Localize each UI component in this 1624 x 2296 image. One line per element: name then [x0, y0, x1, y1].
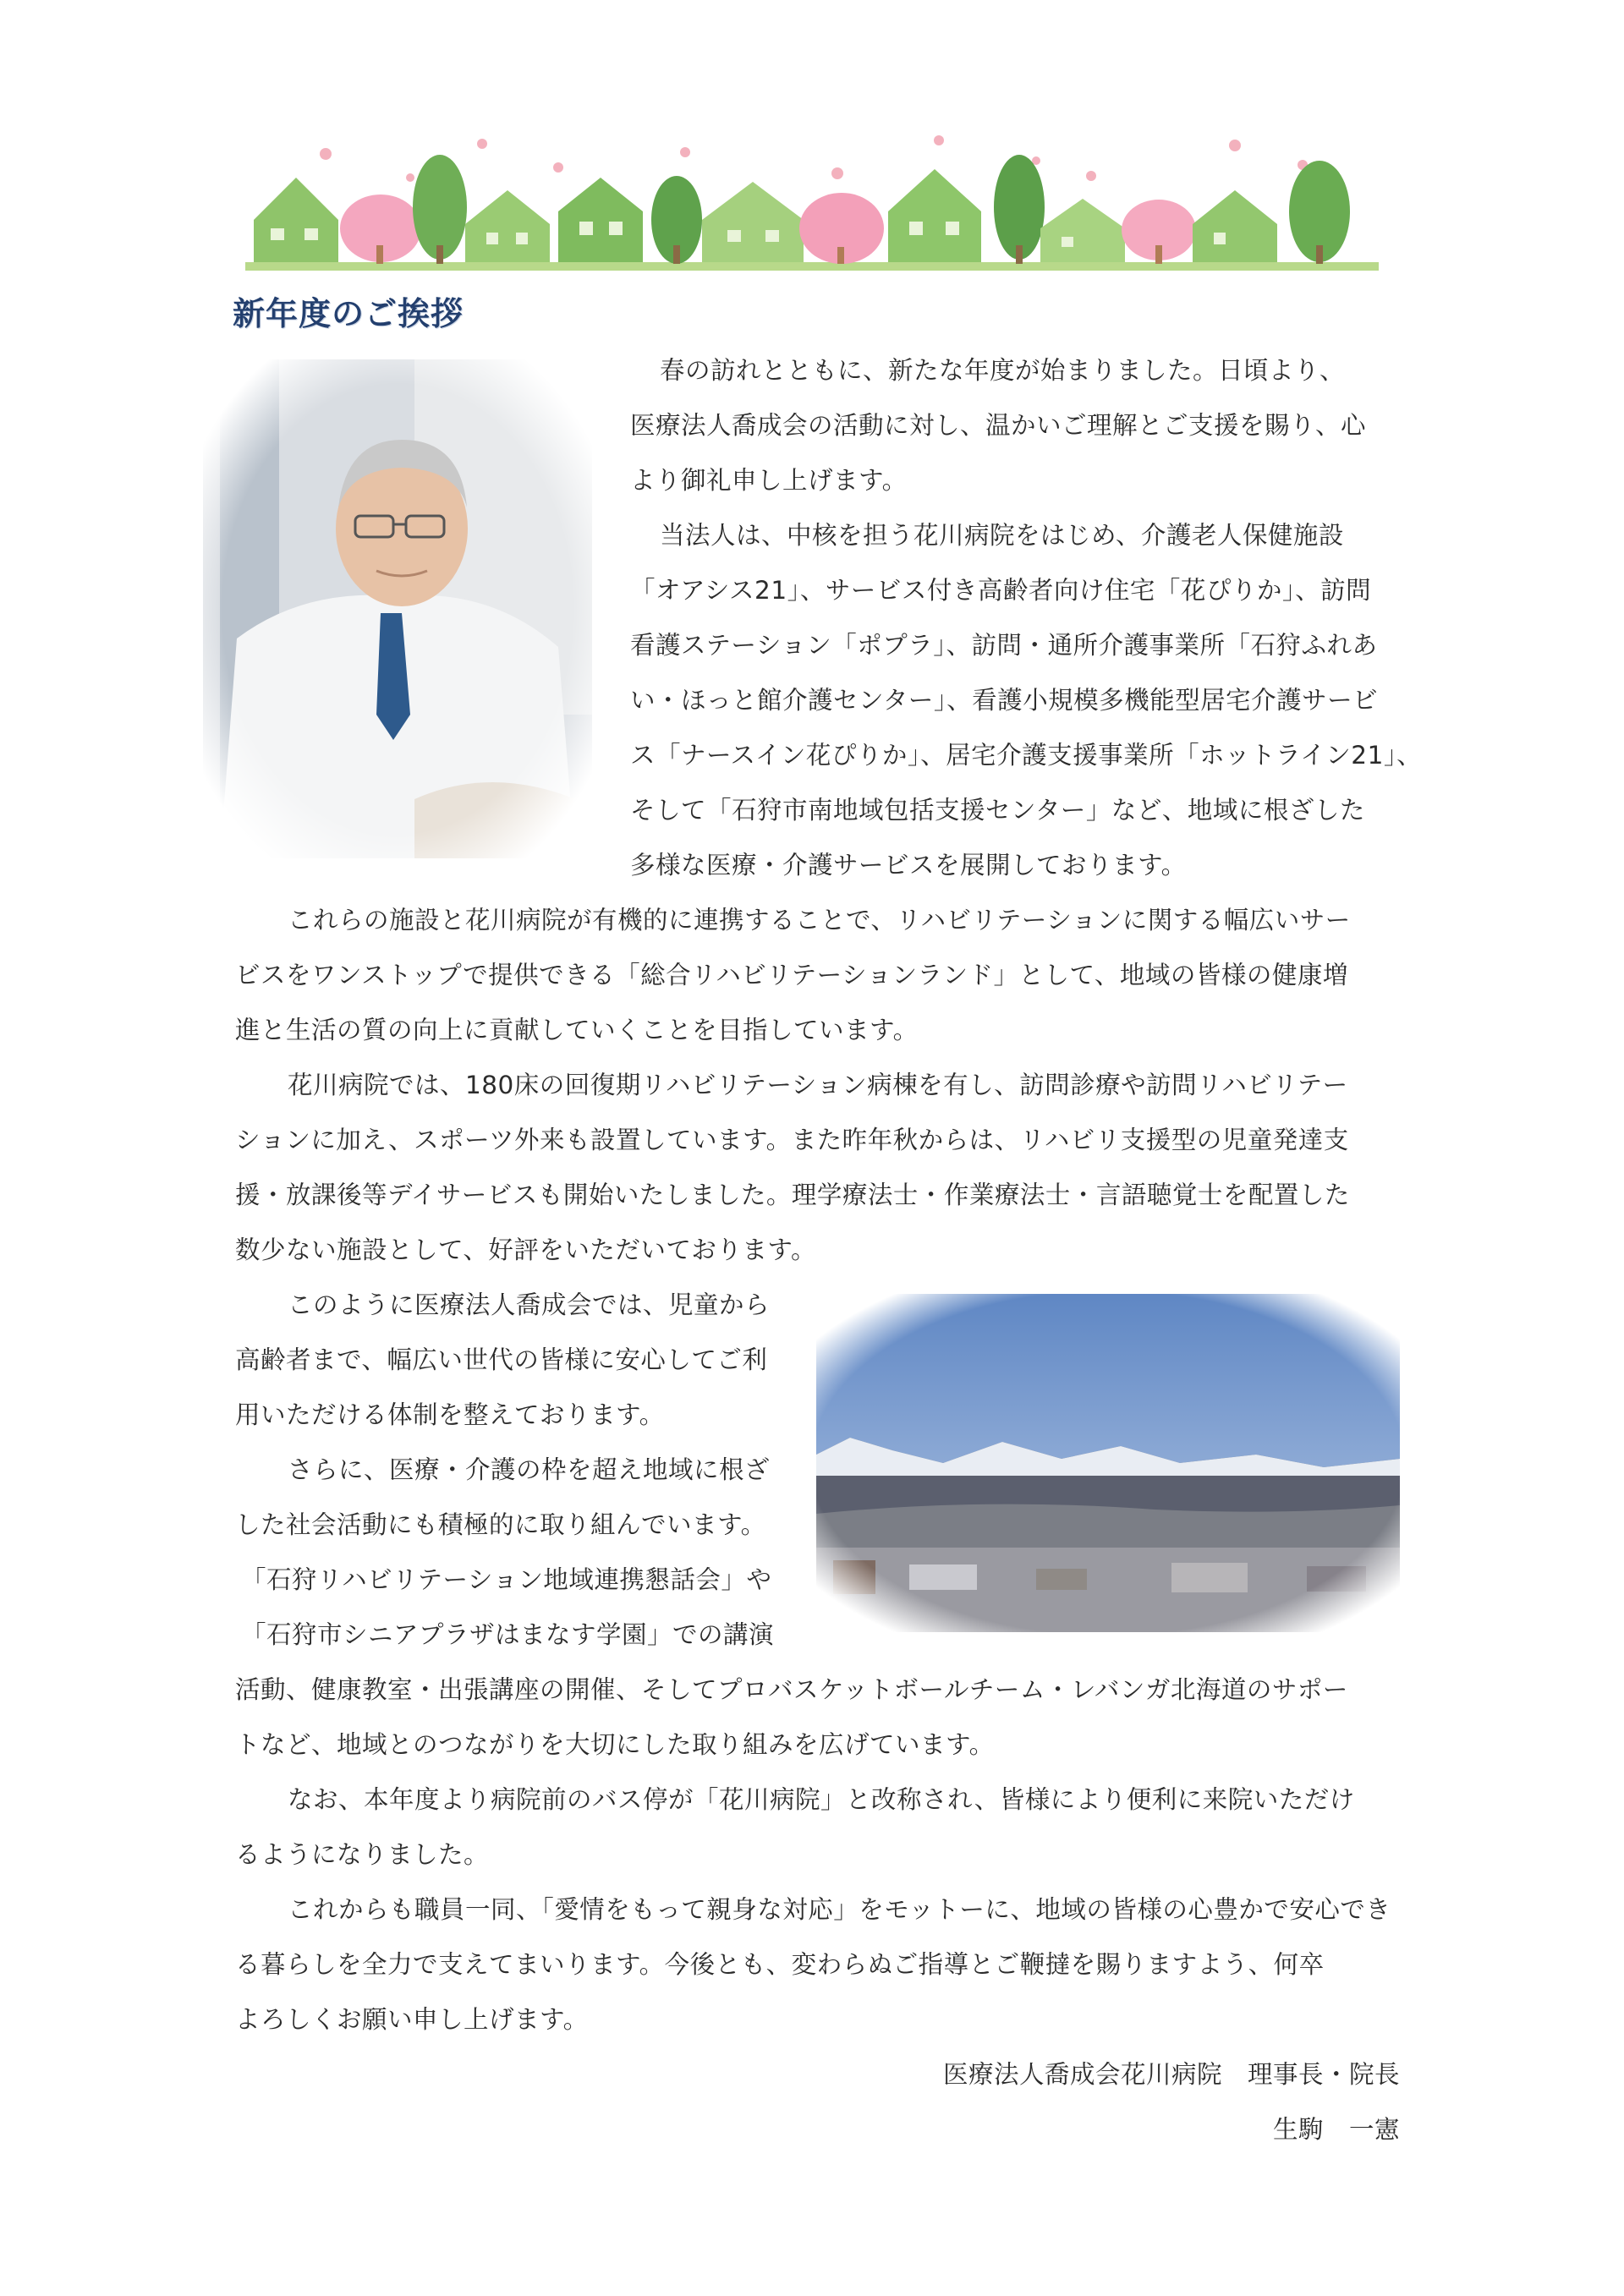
paragraph-line: より御礼申し上げます。 [630, 466, 908, 495]
paragraph-line: 花川病院では、180床の回復期リハビリテーション病棟を有し、訪問診療や訪問リハビリテー [288, 1071, 1348, 1099]
paragraph-line: 用いただける体制を整えております。 [235, 1400, 665, 1429]
paragraph-line: これらの施設と花川病院が有機的に連携することで、リハビリテーションに関する幅広いサー [288, 906, 1351, 934]
paragraph-line: 「石狩市シニアプラザはまなす学園」での講演 [241, 1620, 775, 1649]
town-banner-illustration [245, 127, 1379, 271]
paragraph-line: 数少ない施設として、好評をいただいております。 [235, 1236, 817, 1264]
paragraph-line: ビスをワンストップで提供できる「総合リハビリテーションランド」として、地域の皆様の健康増 [235, 961, 1348, 989]
mountain-landscape-photo [816, 1294, 1400, 1632]
paragraph-line: よろしくお願い申し上げます。 [235, 2005, 589, 2034]
paragraph-line: 春の訪れとともに、新たな年度が始まりました。日頃より、 [660, 356, 1346, 385]
paragraph-line: 多様な医療・介護サービスを展開しております。 [630, 851, 1187, 879]
paragraph-line: 看護ステーション「ポプラ」、訪問・通所介護事業所「石狩ふれあ [630, 631, 1378, 660]
page-title: 新年度のご挨拶 [233, 295, 464, 332]
paragraph-line: 「石狩リハビリテーション地域連携懇話会」や [241, 1565, 772, 1594]
paragraph-line: このように医療法人喬成会では、児童から [288, 1290, 771, 1319]
paragraph-line: 活動、健康教室・出張講座の開催、そしてプロバスケットボールチーム・レバンガ北海道のサポー [235, 1675, 1348, 1704]
paragraph-line: るようになりました。 [235, 1840, 490, 1869]
paragraph-line: 医療法人喬成会の活動に対し、温かいご理解とご支援を賜り、心 [630, 411, 1367, 440]
director-portrait-photo [203, 359, 592, 858]
paragraph-line: 援・放課後等デイサービスも開始いたしました。理学療法士・作業療法士・言語聴覚士を配置した [235, 1181, 1350, 1209]
paragraph-line: トなど、地域とのつながりを大切にした取り組みを広げています。 [235, 1730, 995, 1759]
paragraph-line: 進と生活の質の向上に貢献していくことを目指しています。 [235, 1016, 919, 1044]
signature-title: 医療法人喬成会花川病院 理事長・院長 [942, 2060, 1400, 2089]
paragraph-line: 「オアシス21」、サービス付き高齢者向け住宅「花ぴりか」、訪問 [630, 576, 1372, 605]
paragraph-line: した社会活動にも積極的に取り組んでいます。 [235, 1510, 766, 1539]
paragraph-line: 高齢者まで、幅広い世代の皆様に安心してご利 [235, 1345, 768, 1374]
paragraph-line: これからも職員一同、「愛情をもって親身な対応」をモットーに、地域の皆様の心豊かで安心でき [288, 1895, 1391, 1924]
paragraph-line: そして「石狩市南地域包括支援センター」など、地域に根ざした [630, 796, 1365, 825]
paragraph-line: ションに加え、スポーツ外来も設置しています。また昨年秋からは、リハビリ支援型の児童発達支 [235, 1126, 1349, 1154]
paragraph-line: い・ほっと館介護センター」、看護小規模多機能型居宅介護サービ [630, 686, 1379, 715]
paragraph-line: なお、本年度より病院前のバス停が「花川病院」と改称され、皆様により便利に来院いただけ [288, 1785, 1355, 1814]
paragraph-line: ス「ナースイン花ぴりか」、居宅介護支援事業所「ホットライン21」、 [630, 741, 1423, 770]
paragraph-line: さらに、医療・介護の枠を超え地域に根ざ [288, 1455, 771, 1484]
paragraph-line: 当法人は、中核を担う花川病院をはじめ、介護老人保健施設 [660, 521, 1344, 550]
signature-name: 生駒 一憲 [1272, 2115, 1400, 2144]
paragraph-line: る暮らしを全力で支えてまいります。今後とも、変わらぬご指導とご鞭撻を賜りますよう、何卒 [235, 1950, 1325, 1979]
